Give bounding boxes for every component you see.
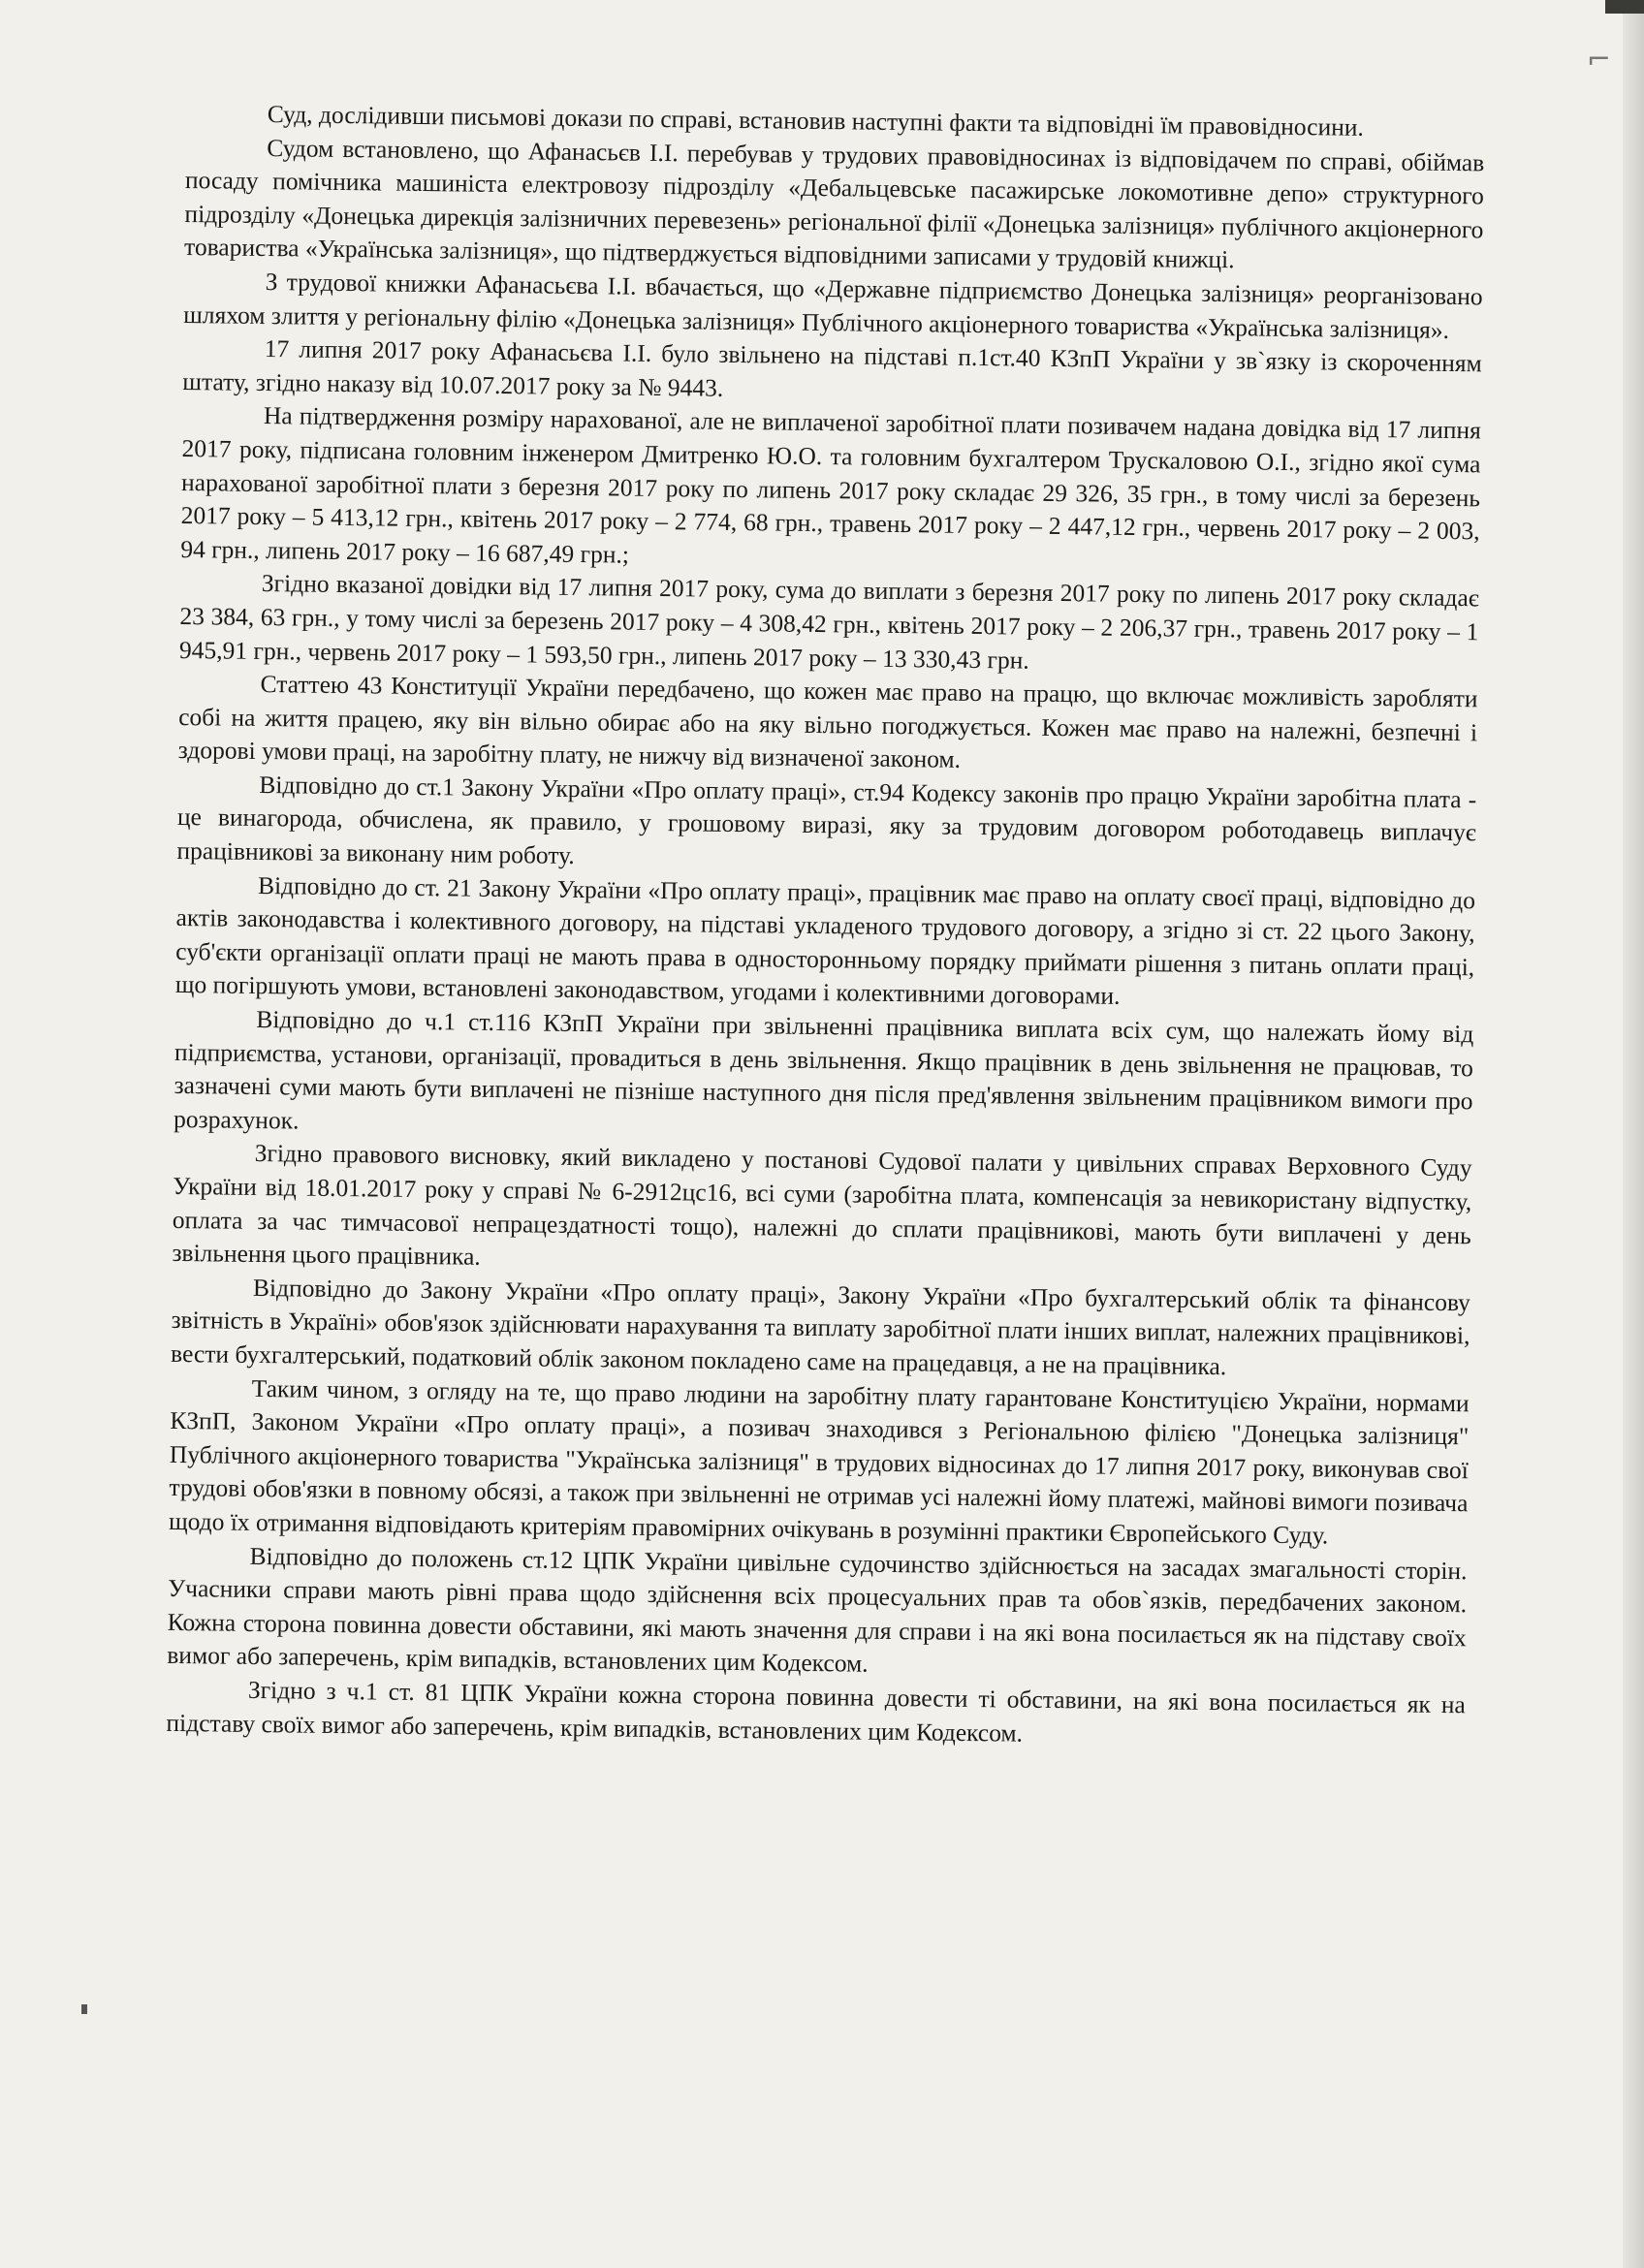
page-edge-shadow xyxy=(1623,0,1644,2268)
paragraph-11: Згідно правового висновку, який викладено у постанові Судової палати у цивільних справах Верховного Суду України від 18.01.2017 року у справі № 6-2912цс16, всі суми (заробітна плата, компенсація за невикористану відпустку, оплата за час тимчасової непрацездатності тощо), належні до сплати працівникові, мають бути виплачені у день звільнення цього працівника. xyxy=(172,1139,1472,1271)
margin-mark xyxy=(81,2004,87,2014)
paragraph-10: Відповідно до ч.1 ст.116 КЗпП України при звільненні працівника виплата всіх сум, що належать йому від підприємства, установи, організації, провадиться в день звільнення. Якщо працівник в день звільнення не працював, то зазначені суми мають бути виплачені не пізніше наступного дня після пред'явлення звільненим працівником вимоги про розрахунок. xyxy=(173,1004,1474,1135)
paragraph-7: Статтею 43 Конституції України передбачено, що кожен має право на працю, що включає можливість заробляти собі на життя працею, яку він вільно обирає або на яку вільно погоджується. Кожен має право на належні, безпечні і здорові умови праці, на заробітну плату, не нижчу від визначеної законом. xyxy=(177,670,1478,774)
document-body xyxy=(166,97,1485,1755)
paragraph-14: Відповідно до положень ст.12 ЦПК України цивільне судочинство здійснюється на засадах змагальності сторін. Учасники справи мають рівні права щодо здійснення всіх процесуальних прав та обов`язків, передбачених законом. Кожна сторона повинна довести обставини, які мають значення для справи і на які вона посилається як на підставу своїх вимог або заперечень, крім випадків, встановлених цим Кодексом. xyxy=(167,1541,1468,1679)
paragraph-4: 17 липня 2017 року Афанасьєва І.І. було звільнено на підставі п.1ст.40 КЗпП України у зв`язку із скороченням штату, згідно наказу від 10.07.2017 року за № 9443. xyxy=(182,334,1482,402)
paragraph-9: Відповідно до ст. 21 Закону України «Про оплату праці», працівник має право на оплату своєї праці, відповідно до актів законодавства і колективного договору, на підставі укладеного трудового договору, а згідно зі ст. 22 цього Закону, суб'єкти організації оплати праці не мають права в односторонньому порядку приймати рішення з питань оплати праці, що погіршують умови, встановлені законодавством, угодами і колективними договорами. xyxy=(174,870,1476,1011)
paragraph-13: Таким чином, з огляду на те, що право людини на заробітну плату гарантоване Конституцією України, нормами КЗпП, Законом України «Про оплату праці», а позивач знаходився з Регіональною філією "Донецька залізниця" Публічного акціонерного товариства "Українська залізниця" в трудових відносинах до 17 липня 2017 року, виконував свої трудові обов'язки в повному обсязі, а також при звільненні не отримав усі належні йому платежі, майнові вимоги позивача щодо їх отримання відповідають критеріям правомірних очікувань в розумінні практики Європейського Суду. xyxy=(168,1373,1470,1550)
scan-curl-mark: ⌐ xyxy=(1586,43,1611,77)
paragraph-8: Відповідно до ст.1 Закону України «Про оплату праці», ст.94 Кодексу законів про працю України заробітна плата - це винагорода, обчислена, як правило, у грошовому виразі, яку за трудовим договором роботодавець виплачує працівникові за виконану ним роботу. xyxy=(176,770,1477,870)
paragraph-2: Судом встановлено, що Афанасьєв І.І. перебував у трудових правовідносинах із відповідачем по справі, обіймав посаду помічника машиніста електровозу підрозділу «Дебальцевське пасажирське локомотивне депо» структурного підрозділу «Донецька дирекція залізничних перевезень» регіональної філії «Донецька залізниця» публічного акціонерного товариства «Українська залізниця», що підтверджується відповідними записами у трудовій книжці. xyxy=(183,133,1485,274)
paragraph-1: Суд, дослідивши письмові докази по справі, встановив наступні факти та відповідні їм правовідносини. xyxy=(267,100,1365,142)
scan-corner-artifact xyxy=(1605,0,1644,14)
paragraph-6: Згідно вказаної довідки від 17 липня 2017 року, сума до виплати з березня 2017 року по липень 2017 року складає 23 384, 63 грн., у тому числі за березень 2017 року – 4 308,42 грн., квітень 2017 року – 2 206,37 грн., травень 2017 року – 1 945,91 грн., червень 2017 року – 1 593,50 грн., липень 2017 року – 13 330,43 грн. xyxy=(178,569,1479,675)
paragraph-3: З трудової книжки Афанасьєва І.І. вбачається, що «Державне підприємство Донецька залізниця» реорганізовано шляхом злиття у регіональну філію «Донецька залізниця» Публічного акціонерного товариства «Українська залізниця». xyxy=(183,267,1483,344)
paragraph-12: Відповідно до Закону України «Про оплату праці», Закону України «Про бухгалтерський облік та фінансову звітність в Україні» обов'язок здійснювати нарахування та виплату заробітної плати інших виплат, належних працівникові, вести бухгалтерський, податковий облік законом покладено саме на працедавця, а не на працівника. xyxy=(170,1273,1471,1381)
paragraph-5: На підтвердження розміру нарахованої, але не виплаченої заробітної плати позивачем надана довідка від 17 липня 2017 року, підписана головним інженером Дмитренко Ю.О. та головним бухгалтером Трускаловою О.І., згідно якої сума нарахованої заробітної плати з березня 2017 року по липень 2017 року складає 29 326, 35 грн., в тому числі за березень 2017 року – 5 413,12 грн., квітень 2017 року – 2 774, 68 грн., травень 2017 року – 2 447,12 грн., червень 2017 року – 2 003, 94 грн., липень 2017 року – 16 687,49 грн.; xyxy=(180,401,1482,569)
paragraph-15: Згідно з ч.1 ст. 81 ЦПК України кожна сторона повинна довести ті обставини, на які вона посилається як на підставу своїх вимог або заперечень, крім випадків, встановлених цим Кодексом. xyxy=(166,1675,1467,1748)
